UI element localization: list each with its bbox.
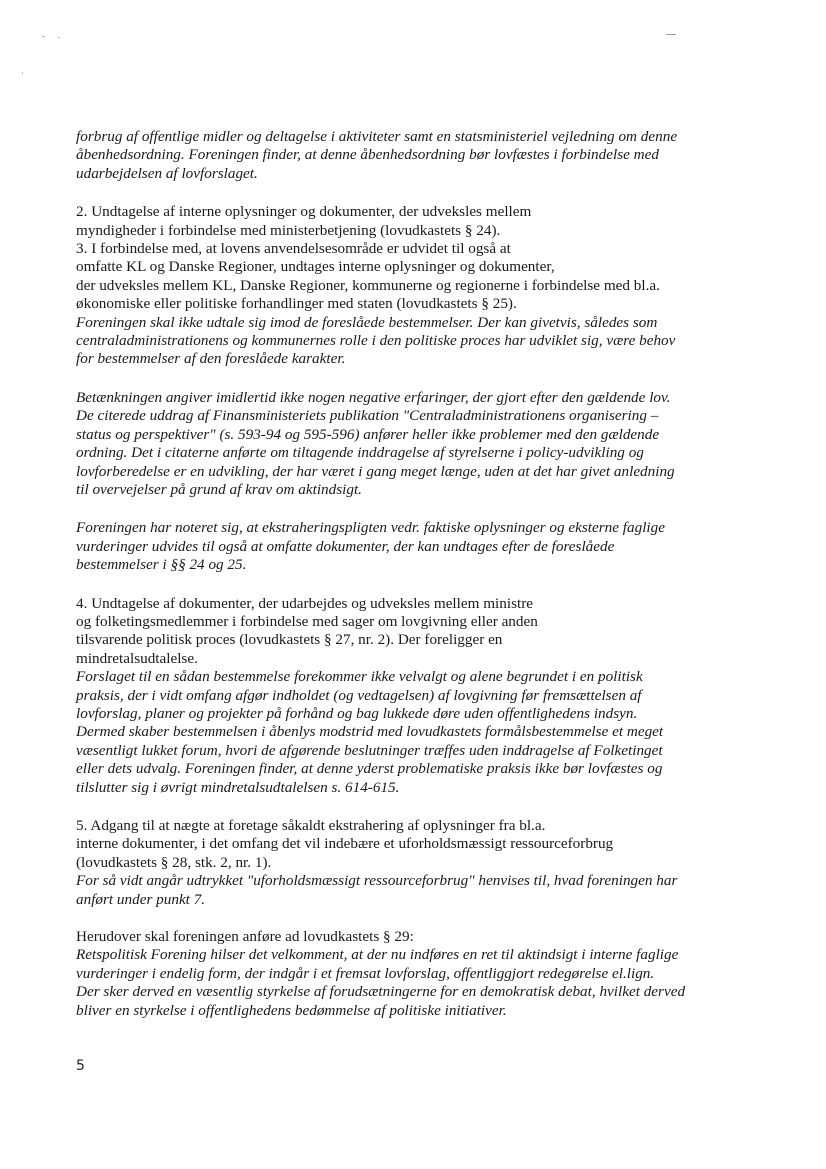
paragraph-items-2-3 <box>76 203 756 313</box>
paragraph-openness-continuation <box>76 128 756 183</box>
scan-speck <box>666 34 676 35</box>
document-body <box>76 128 756 1020</box>
paragraph-item-5-comment <box>76 872 756 909</box>
text-line: Dermed skaber bestemmelsen i åbenlys modstrid med lovudkastets formålsbestemmelse et meget <box>76 723 664 741</box>
text-line: Betænkningen angiver imidlertid ikke nogen negative erfaringer, der gjort efter den gældende lov. <box>76 388 671 406</box>
text-line: væsentligt lukket forum, hvori de afgørende beslutninger træffes uden inddragelse af Folketinget <box>76 741 663 759</box>
text-line: For så vidt angår udtrykket "uforholdsmæssigt ressourceforbrug" henvises til, hvad foreningen har <box>76 872 678 890</box>
paragraph-section-29 <box>76 928 756 946</box>
text-line: udarbejdelsen af lovforslaget. <box>76 164 258 182</box>
text-line: Foreningen har noteret sig, at ekstraheringspligten vedr. faktiske oplysninger og eksterne faglige <box>76 519 665 537</box>
text-line: omfatte KL og Danske Regioner, undtages interne oplysninger og dokumenter, <box>76 258 555 276</box>
paragraph-ekstraheringspligt <box>76 519 756 574</box>
text-line: myndigheder i forbindelse med ministerbetjening (lovudkastets § 24). <box>76 221 501 239</box>
scan-speck <box>22 72 23 74</box>
text-line: til overvejelser på grund af krav om aktindsigt. <box>76 480 362 498</box>
text-line: tilslutter sig i øvrigt mindretalsudtalelsen s. 614-615. <box>76 778 400 796</box>
text-line: 5. Adgang til at nægte at foretage såkaldt ekstrahering af oplysninger fra bl.a. <box>76 817 546 834</box>
text-line: lovforberedelse er en udvikling, der har været i gang meget længe, uden at det har givet anledning <box>76 462 675 480</box>
scan-speck <box>58 37 60 38</box>
text-line: Herudover skal foreningen anføre ad lovudkastets § 29: <box>76 928 414 946</box>
text-line: 3. I forbindelse med, at lovens anvendelsesområde er udvidet til også at <box>76 240 511 258</box>
text-line: anført under punkt 7. <box>76 890 206 908</box>
paragraph-section-29-comment <box>76 946 756 1020</box>
text-line: status og perspektiver" (s. 593-94 og 595-596) anfører heller ikke problemer med den gældende <box>76 425 660 443</box>
text-line: centraladministrationens og kommunernes rolle i den politiske proces har udviklet sig, være behov <box>76 332 676 350</box>
text-line: De citerede uddrag af Finansministeriets publikation "Centraladministrationens organisering – <box>76 407 659 425</box>
paragraph-item-5 <box>76 817 756 872</box>
text-line: bestemmelser i §§ 24 og 25. <box>76 556 247 574</box>
text-line: 2. Undtagelse af interne oplysninger og dokumenter, der udveksles mellem <box>76 203 532 221</box>
text-line: vurderinger i endelig form, der indgår i et fremsat lovforslag, offentliggjort redegørelse el.lign. <box>76 964 655 982</box>
text-line: lovforslag, planer og projekter på forhånd og bag lukkede døre uden offentlighedens indsyn. <box>76 704 638 722</box>
text-line: eller dets udvalg. Foreningen finder, at denne yderst problematiske praksis ikke bør lovfæstes og <box>76 760 663 778</box>
paragraph-items-2-3-comment <box>76 314 756 369</box>
text-line: der udveksles mellem KL, Danske Regioner, kommunerne og regionerne i forbindelse med bl.a. <box>76 276 660 294</box>
text-line: interne dokumenter, i det omfang det vil indebære et uforholdsmæssigt ressourceforbrug <box>76 835 614 853</box>
page-number: 5 <box>76 1058 85 1074</box>
text-line: økonomiske eller politiske forhandlinger med staten (lovudkastets § 25). <box>76 295 517 313</box>
text-line: for bestemmelser af den foreslåede karakter. <box>76 350 346 368</box>
text-line: 4. Undtagelse af dokumenter, der udarbejdes og udveksles mellem ministre <box>76 594 533 612</box>
paragraph-betaenkningen <box>76 389 756 499</box>
text-line: bliver en styrkelse i offentlighedens bedømmelse af politiske initiativer. <box>76 1001 507 1019</box>
text-line: mindretalsudtalelse. <box>76 649 198 667</box>
text-line: åbenhedsordning. Foreningen finder, at denne åbenhedsordning bør lovfæstes i forbindelse med <box>76 146 659 164</box>
paragraph-item-4-comment <box>76 668 756 797</box>
text-line: vurderinger udvides til også at omfatte dokumenter, der kan undtages efter de foreslåede <box>76 537 615 555</box>
text-line: Retspolitisk Forening hilser det velkomment, at der nu indføres en ret til aktindsigt i interne faglige <box>76 946 679 964</box>
scan-speck <box>42 36 45 37</box>
text-line: praksis, der i vidt omfang afgør indholdet (og vedtagelsen) af lovgivning før fremsættelsen af <box>76 686 642 704</box>
text-line: og folketingsmedlemmer i forbindelse med sager om lovgivning eller anden <box>76 612 538 630</box>
text-line: Foreningen skal ikke udtale sig imod de foreslåede bestemmelser. Der kan givetvis, således som <box>76 313 658 331</box>
text-line: tilsvarende politisk proces (lovudkastets § 27, nr. 2). Der foreligger en <box>76 631 503 649</box>
text-line: Der sker derved en væsentlig styrkelse af forudsætningerne for en demokratisk debat, hvilket derved <box>76 983 686 1001</box>
text-line: ordning. Det i citaterne anførte om tiltagende inddragelse af styrelserne i policy-udvikling og <box>76 444 644 462</box>
paragraph-item-4 <box>76 595 756 669</box>
text-line: (lovudkastets § 28, stk. 2, nr. 1). <box>76 853 272 871</box>
text-line: forbrug af offentlige midler og deltagelse i aktiviteter samt en statsministeriel vejledning om denne <box>76 128 678 145</box>
text-line: Forslaget til en sådan bestemmelse forekommer ikke velvalgt og alene begrundet i en politisk <box>76 668 643 686</box>
